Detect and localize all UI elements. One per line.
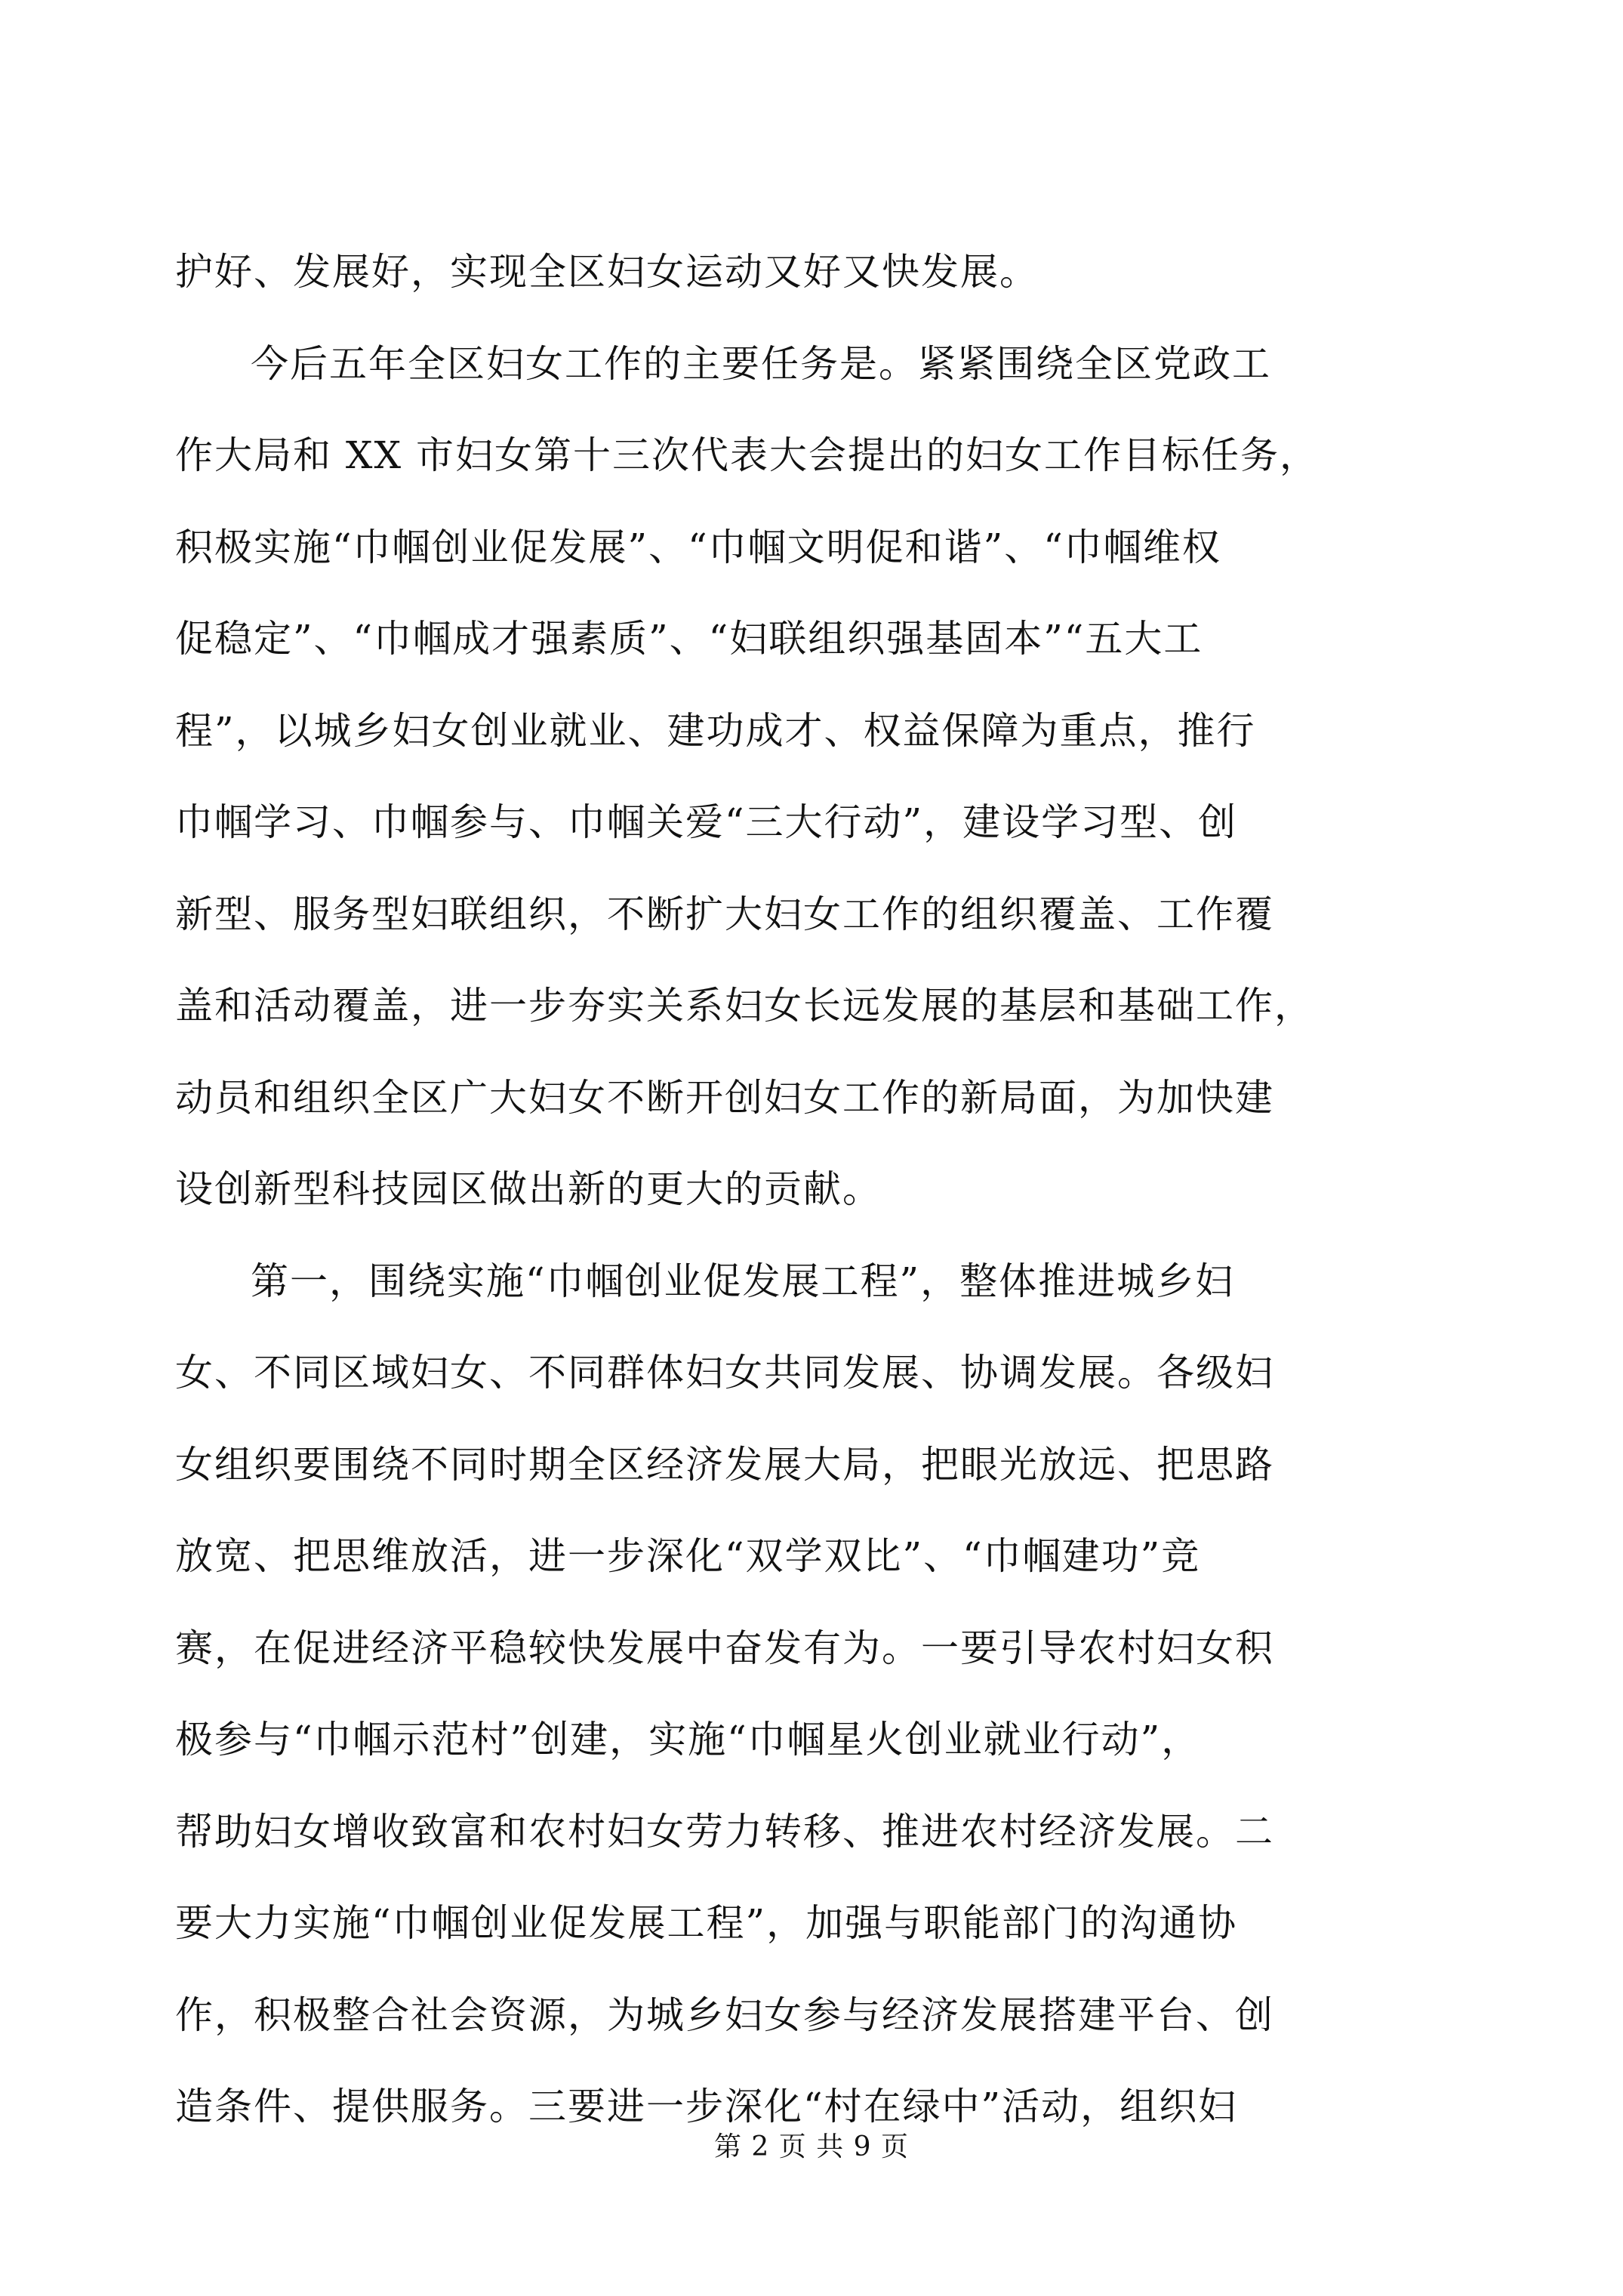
body-text-line: 动员和组织全区广大妇女不断开创妇女工作的新局面，为加快建 bbox=[175, 1076, 1274, 1120]
body-text-line: 帮助妇女增收致富和农村妇女劳力转移、推进农村经济发展。二 bbox=[175, 1810, 1274, 1854]
body-text-line: 女组织要围绕不同时期全区经济发展大局，把眼光放远、把思路 bbox=[175, 1443, 1274, 1487]
body-text-line: 护好、发展好，实现全区妇女运动又好又快发展。 bbox=[175, 250, 1039, 294]
body-text-line: 赛，在促进经济平稳较快发展中奋发有为。一要引导农村妇女积 bbox=[175, 1626, 1274, 1670]
body-text-line: 放宽、把思维放活，进一步深化“双学双比”、“巾帼建功”竞 bbox=[175, 1534, 1201, 1578]
body-text-line: 程”，以城乡妇女创业就业、建功成才、权益保障为重点，推行 bbox=[175, 709, 1256, 753]
paragraph-first-line: 今后五年全区妇女工作的主要任务是。紧紧围绕全区党政工 bbox=[251, 342, 1271, 386]
body-text-line: 极参与“巾帼示范村”创建，实施“巾帼星火创业就业行动”， bbox=[175, 1718, 1201, 1761]
body-text-line: 作大局和 XX 市妇女第十三次代表大会提出的妇女工作目标任务， bbox=[175, 433, 1319, 477]
paragraph-first-line: 第一，围绕实施“巾帼创业促发展工程”，整体推进城乡妇 bbox=[251, 1259, 1235, 1303]
body-text-line: 女、不同区域妇女、不同群体妇女共同发展、协调发展。各级妇 bbox=[175, 1351, 1274, 1395]
body-text-line: 促稳定”、“巾帼成才强素质”、“妇联组织强基固本”“五大工 bbox=[175, 617, 1203, 661]
body-text-line: 造条件、提供服务。三要进一步深化“村在绿中”活动，组织妇 bbox=[175, 2085, 1238, 2128]
body-text-line: 新型、服务型妇联组织，不断扩大妇女工作的组织覆盖、工作覆 bbox=[175, 892, 1274, 936]
body-text-line: 盖和活动覆盖，进一步夯实关系妇女长远发展的基层和基础工作， bbox=[175, 984, 1313, 1028]
body-text-line: 作，积极整合社会资源，为城乡妇女参与经济发展搭建平台、创 bbox=[175, 1993, 1274, 2037]
body-text-line: 积极实施“巾帼创业促发展”、“巾帼文明促和谐”、“巾帼维权 bbox=[175, 525, 1221, 569]
page-number-footer: 第 2 页 共 9 页 bbox=[713, 2131, 910, 2162]
body-text-line: 巾帼学习、巾帼参与、巾帼关爱“三大行动”，建设学习型、创 bbox=[175, 800, 1238, 844]
body-text-line: 设创新型科技园区做出新的更大的贡献。 bbox=[175, 1167, 882, 1211]
body-text-line: 要大力实施“巾帼创业促发展工程”，加强与职能部门的沟通协 bbox=[175, 1901, 1238, 1945]
